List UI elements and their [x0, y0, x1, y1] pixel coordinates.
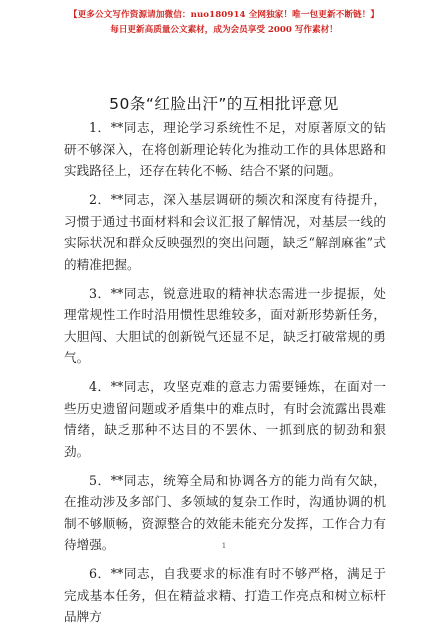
promo-banner	[0, 8, 448, 38]
paragraph-1: 1．**同志，理论学习系统性不足，对原著原文的钻研不够深入，在将创新理论转化为推动工作的具体思路和实践路径上，还存在转化不畅、结合不紧的问题。	[64, 120, 386, 178]
document-body	[64, 117, 386, 635]
promo-banner-line-2: 每日更新高质量公文素材，成为会员享受 2000 写作素材！	[110, 25, 338, 35]
promo-banner-line-1: 【更多公文写作资源请加微信：nuo180914 全网独家！唯一包更新不断链！】	[68, 10, 380, 20]
page-number: 1	[221, 542, 227, 550]
paragraph-6: 6．**同志，自我要求的标准有时不够严格，满足于完成基本任务，但在精益求精、打造工作亮点和树立标杆品牌方	[64, 566, 386, 624]
paragraph-5: 5．**同志，统筹全局和协调各方的能力尚有欠缺，在推动涉及多部门、多领域的复杂工作时，沟通协调的机制不够顺畅，资源整合的效能未能充分发挥，工作合力有待增强。	[64, 472, 386, 552]
paragraph-2: 2．**同志，深入基层调研的频次和深度有待提升，习惯于通过书面材料和会议汇报了解情况，对基层一线的实际状况和群众反映强烈的突出问题，缺乏“解剖麻雀”式的精准把握。	[64, 192, 386, 272]
paragraph-3: 3．**同志，锐意进取的精神状态需进一步提振，处理常规性工作时沿用惯性思维较多，面对新形势新任务，大胆闯、大胆试的创新锐气还显不足，缺乏打破常规的勇气。	[64, 285, 386, 365]
document-title: 50条“红脸出汗”的互相批评意见	[109, 95, 339, 113]
paragraph-4: 4．**同志，攻坚克难的意志力需要锤炼，在面对一些历史遗留问题或矛盾集中的难点时，有时会流露出畏难情绪，缺乏那种不达目的不罢休、一抓到底的韧劲和狠劲。	[64, 379, 386, 459]
